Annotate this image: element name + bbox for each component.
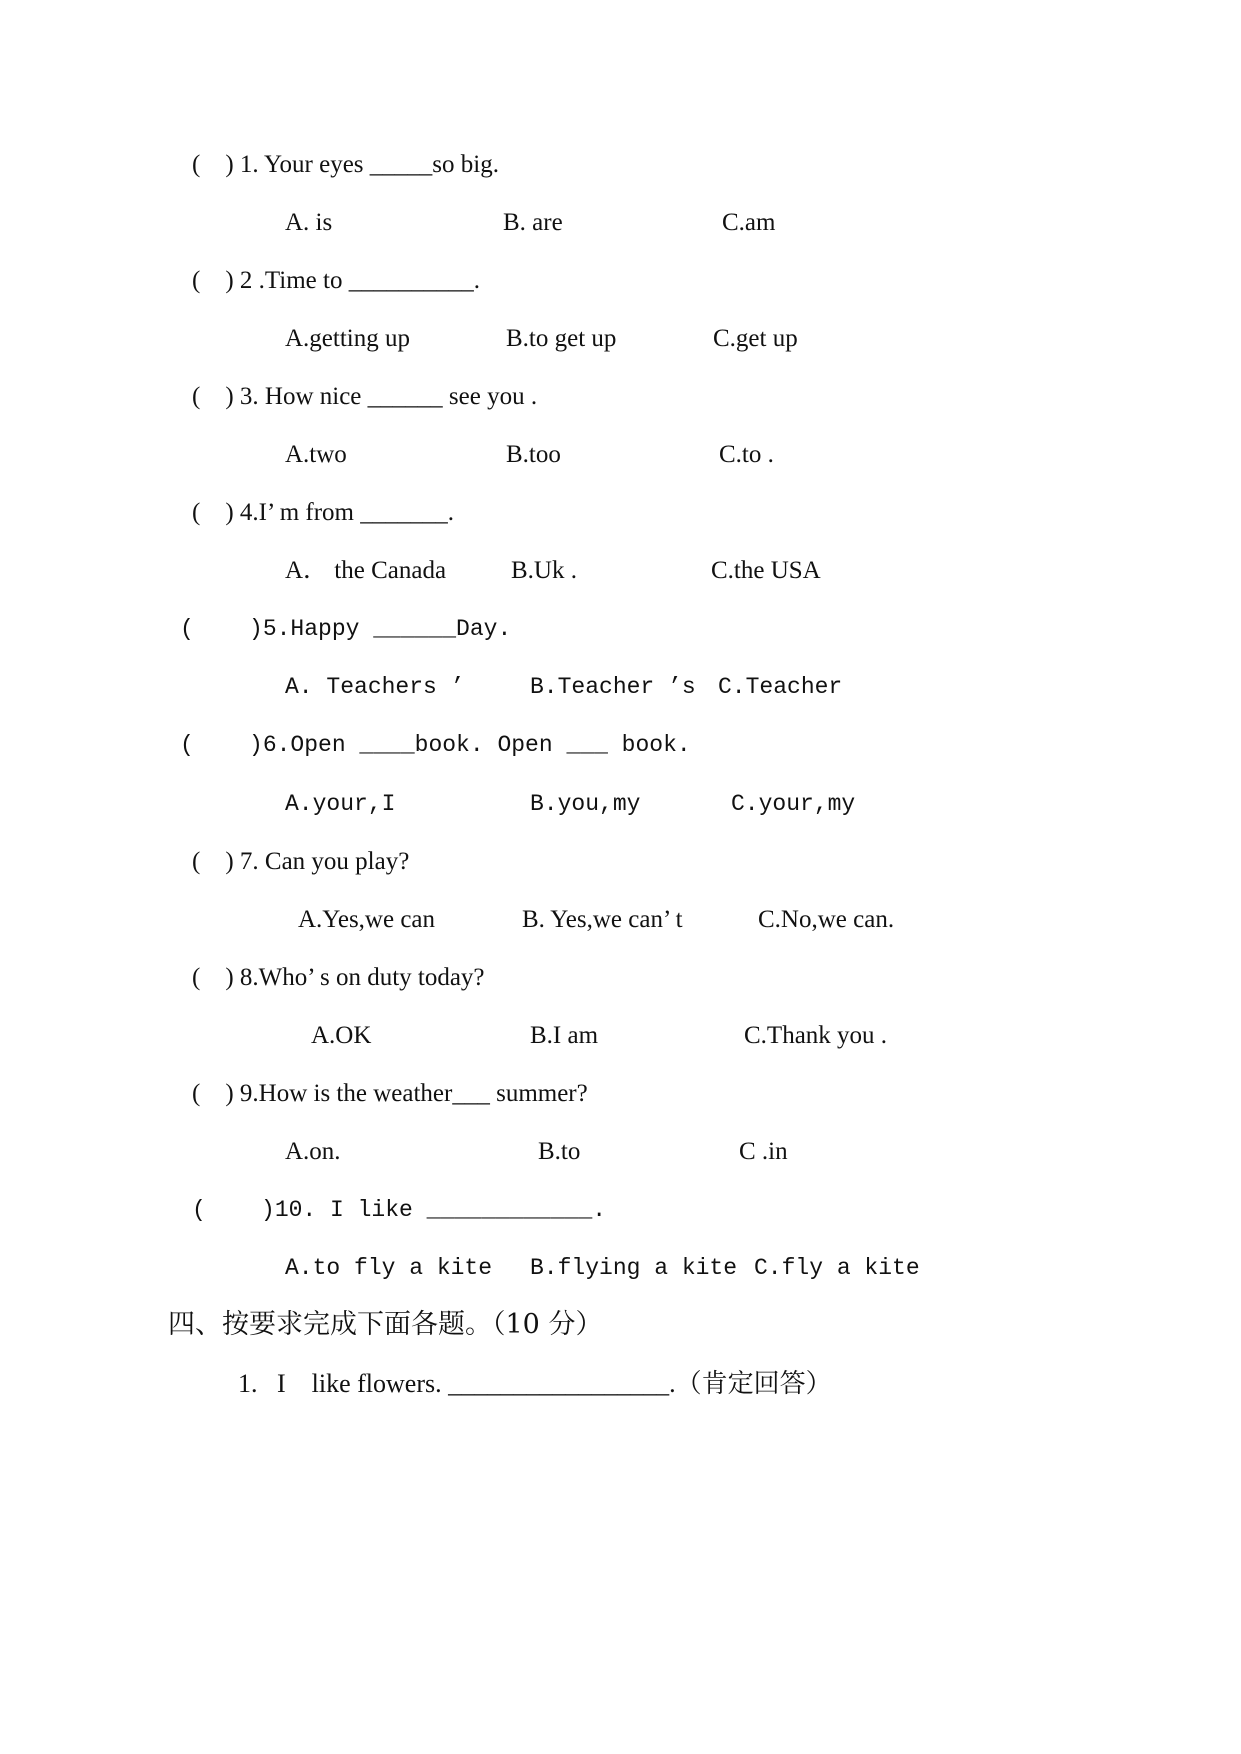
question-10-stem: ( )10. I like ____________. [192, 1197, 607, 1223]
question-3-option-b: B.too [506, 441, 561, 468]
question-3-option-a: A.two [285, 441, 347, 468]
question-6-option-c: C.your,my [731, 791, 856, 817]
question-6-option-b: B.you,my [530, 791, 641, 817]
question-5-option-c: C.Teacher [718, 674, 843, 700]
question-2-option-b: B.to get up [506, 325, 617, 352]
question-7-option-b: B. Yes,we can’ t [522, 906, 683, 933]
question-4-option-a: A． the Canada [285, 557, 447, 584]
question-6-stem: ( )6.Open ____book. Open ___ book. [180, 732, 691, 758]
question-5-stem: ( )5.Happy ______Day. [180, 616, 512, 642]
question-8-option-a: A.OK [311, 1022, 372, 1049]
question-7-stem: ( ) 7. Can you play? [192, 848, 410, 875]
question-8-option-c: C.Thank you . [744, 1022, 888, 1049]
question-7-option-c: C.No,we can. [758, 906, 895, 933]
question-9-stem: ( ) 9.How is the weather___ summer? [192, 1080, 588, 1107]
question-2-stem: ( ) 2 .Time to __________. [192, 267, 480, 294]
question-10-option-a: A.to fly a kite [285, 1255, 493, 1281]
question-1-stem: ( ) 1. Your eyes _____so big. [192, 151, 499, 178]
question-1-option-a: A. is [285, 209, 333, 236]
question-3-stem: ( ) 3. How nice ______ see you . [192, 383, 538, 410]
question-2-option-a: A.getting up [285, 325, 410, 352]
question-10-option-b: B.flying a kite [530, 1255, 738, 1281]
question-5-option-a: A. Teachers ’ [285, 674, 465, 700]
question-8-stem: ( ) 8.Who’ s on duty today? [192, 964, 485, 991]
question-7-option-a: A.Yes,we can [298, 906, 436, 933]
section-4-item-1: 1. I like flowers. _________________.（肯定回答） [238, 1369, 832, 1398]
question-2-option-c: C.get up [713, 325, 798, 352]
question-6-option-a: A.your,I [285, 791, 396, 817]
question-4-option-c: C.the USA [711, 557, 821, 584]
question-3-option-c: C.to . [719, 441, 774, 468]
question-4-stem: ( ) 4.I’ m from _______. [192, 499, 454, 526]
section-4-heading: 四、按要求完成下面各题。（10 分） [168, 1309, 603, 1340]
question-1-option-b: B. are [503, 209, 563, 236]
question-4-option-b: B.Uk . [511, 557, 577, 584]
question-9-option-c: C .in [739, 1138, 788, 1165]
question-9-option-b: B.to [538, 1138, 581, 1165]
question-1-option-c: C.am [722, 209, 776, 236]
question-10-option-c: C.fly a kite [754, 1255, 920, 1281]
question-9-option-a: A.on. [285, 1138, 341, 1165]
question-8-option-b: B.I am [530, 1022, 599, 1049]
question-5-option-b: B.Teacher ’s [530, 674, 696, 700]
